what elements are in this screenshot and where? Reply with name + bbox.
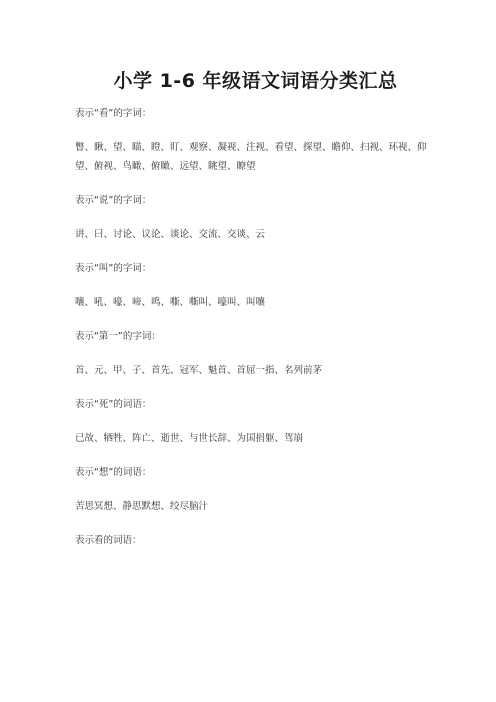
section-look	[75, 107, 436, 176]
section-words: 首、元、甲、子、首先、冠军、魁首、首屈一指、名列前茅	[75, 365, 323, 376]
document-title: 小学 1-6 年级语文词语分类汇总	[113, 70, 398, 92]
section-die	[75, 398, 436, 448]
section-words: 嚷、吼、嚎、啼、鸣、嘶、嘶叫、嚎叫、叫嚷	[75, 297, 266, 308]
section-words: 瞥、瞅、望、瞄、瞪、盯、观察、凝视、注视、看望、探望、瞻仰、扫视、环视、仰望、俯视、鸟瞰、俯瞰、远望、眺望、瞭望	[75, 142, 427, 172]
section-call	[75, 262, 436, 312]
section-heading: 表示看的词语：	[75, 535, 142, 546]
section-first	[75, 330, 436, 380]
section-words: 已故、牺牲、阵亡、逝世、与世长辞、为国捐躯、驾崩	[75, 433, 304, 444]
section-heading: 表示“第一”的字词：	[75, 331, 161, 342]
section-words: 苦思冥想、静思默想、绞尽脑汁	[75, 501, 209, 512]
section-heading: 表示“想”的词语：	[75, 467, 152, 478]
section-heading: 表示“说”的字词：	[75, 195, 152, 206]
section-heading: 表示“看”的字词：	[75, 108, 152, 119]
section-heading: 表示“死”的词语：	[75, 399, 152, 410]
section-heading: 表示“叫”的字词：	[75, 263, 152, 274]
section-think	[75, 466, 436, 516]
section-look-words	[75, 534, 436, 548]
section-say	[75, 194, 436, 244]
section-words: 讲、曰、讨论、议论、谈论、交流、交谈、云	[75, 229, 266, 240]
